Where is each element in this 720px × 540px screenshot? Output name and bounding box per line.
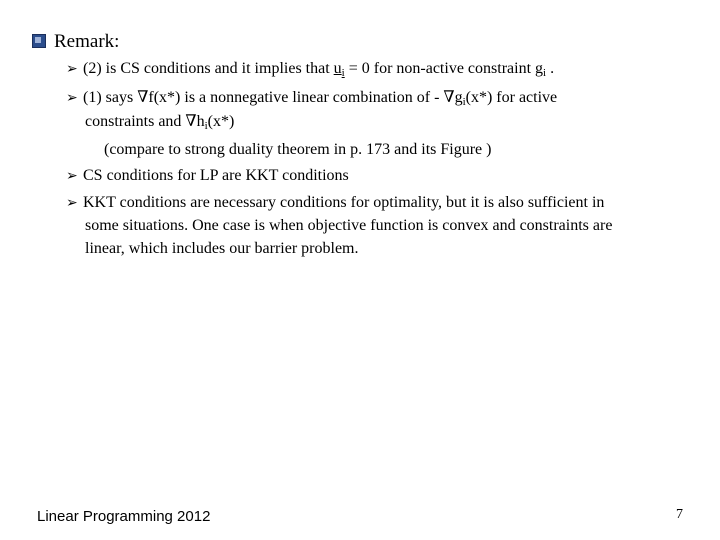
bullet-gradient-combination-line2: constraints and $\nabla h_i(x*)$ <box>85 113 235 132</box>
arrow-bullet-icon: ➢ <box>66 61 78 77</box>
remark-heading: Remark: <box>32 31 119 53</box>
arrow-bullet-icon: ➢ <box>66 195 78 211</box>
bullet-kkt: ➢ KKT conditions are necessary conditions for optimality, but it is also sufficient in <box>66 194 605 211</box>
page-number: 7 <box>676 507 683 522</box>
square-bullet-icon <box>32 34 46 48</box>
compare-note: (compare to strong duality theorem in p. 173 and its Figure ) <box>104 141 492 158</box>
arrow-bullet-icon: ➢ <box>66 90 78 106</box>
bullet-gradient-combination: ➢ (1) says ∇f(x*) is a nonnegative linear combination of - $\nabla g_i(x*)$ for active <box>66 89 558 108</box>
arrow-bullet-icon: ➢ <box>66 168 78 184</box>
bullet-cs-conditions: ➢ (2) is CS conditions and it implies that $u_i = 0$ for non-active constraint $g_i$ . <box>66 60 555 79</box>
bullet-cs-lp: ➢ CS conditions for LP are KKT conditions <box>66 167 349 184</box>
footer-title: Linear Programming 2012 <box>37 508 211 525</box>
bullet-kkt-line2: some situations. One case is when objective function is convex and constraints are <box>85 217 613 234</box>
bullet-kkt-line3: linear, which includes our barrier problem. <box>85 240 359 257</box>
